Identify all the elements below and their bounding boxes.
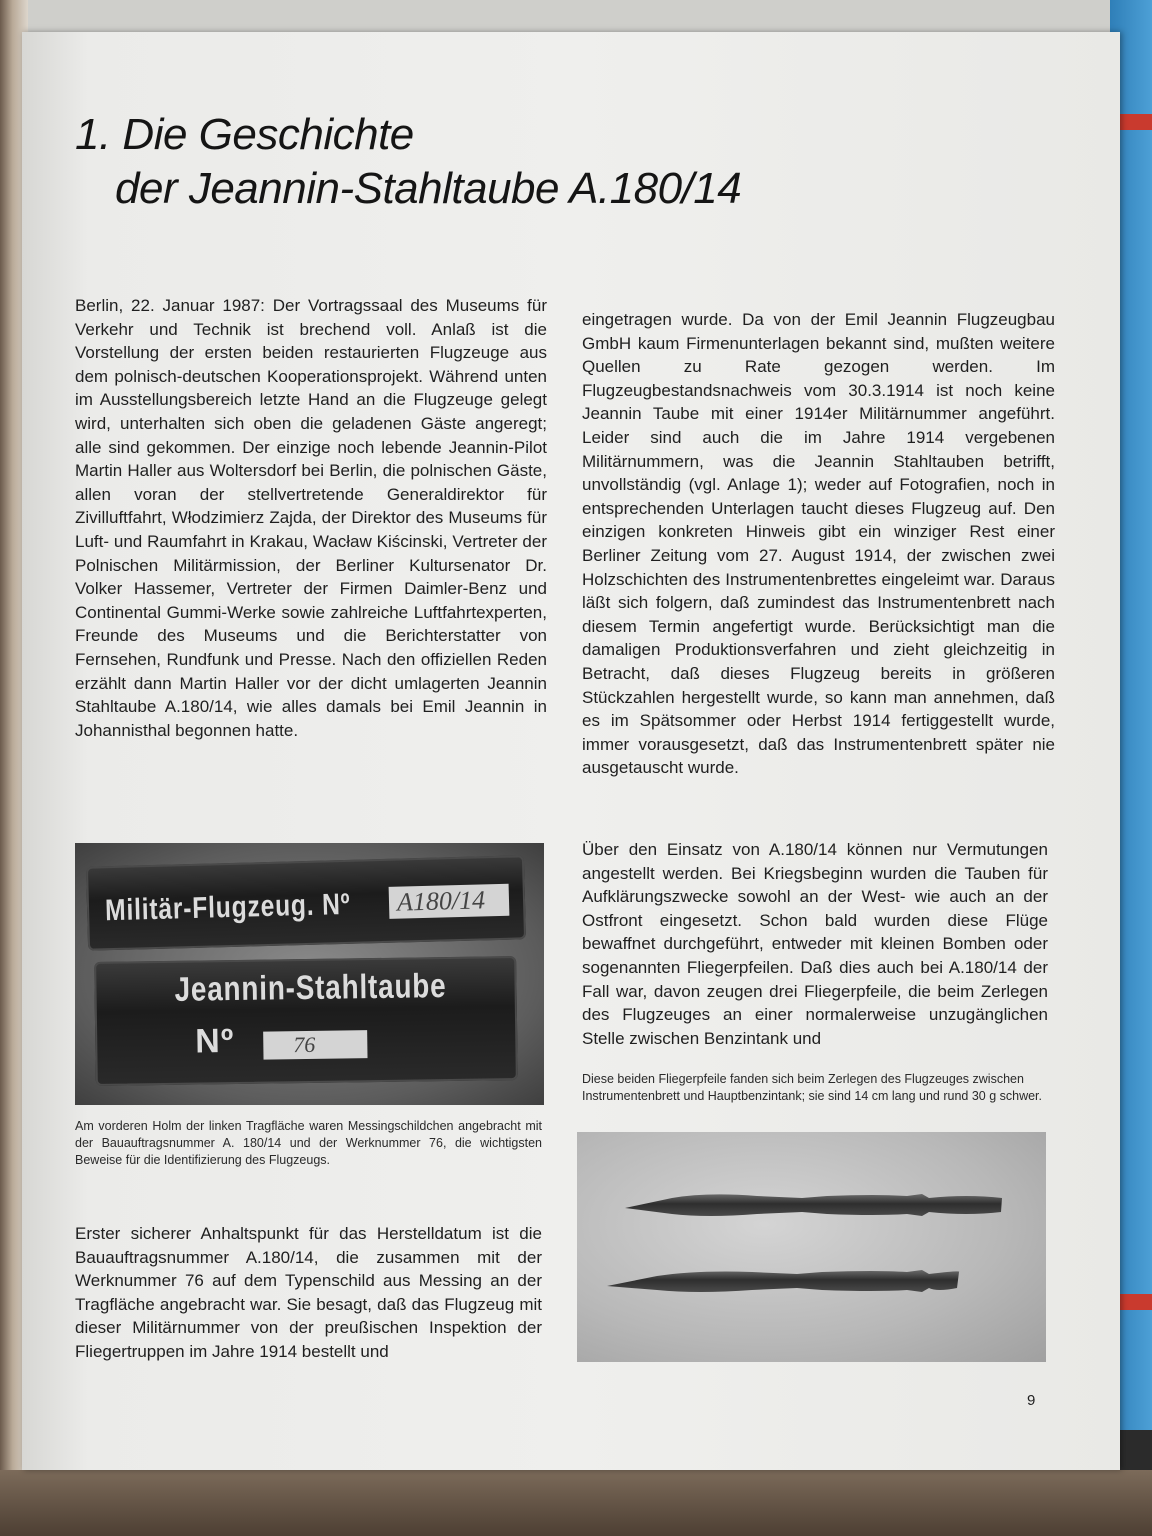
photo-caption: Am vorderen Holm der linken Tragfläche waren Messingschildchen angebracht mit der Bauauftragsnummer A. 180/14 und der Werknummer 76, die wichtigsten Beweise für die Identifizierung des Flugzeugs. — [75, 1119, 542, 1167]
chapter-title-line1: 1. Die Geschichte — [75, 110, 414, 159]
plate-number-sign: Nº — [195, 1022, 235, 1061]
right-column-text — [582, 308, 1055, 780]
paragraph: Erster sicherer Anhaltspunkt für das Herstelldatum ist die Bauauftragsnummer A.180/14, die zusammen mit der Werknummer 76 auf dem Typenschild aus Messing an der Tragfläche angebracht war. Sie besagt, daß das Flugzeug mit dieser Militärnummer von der preußischen Inspektion der Fliegertruppen im Jahre 1914 bestellt und — [75, 1224, 542, 1361]
military-plate — [86, 855, 526, 950]
paragraph: eingetragen wurde. Da von der Emil Jeannin Flugzeugbau GmbH kaum Firmenunterlagen bekannt sind, mußten weitere Quellen zu Rate gezogen werden. Im Flugzeugbestandsnachweis vom 30.3.1914 ist noch keine Jeannin Taube mit einer 1914er Militärnummer angeführt. Leider sind auch die im Jahre 1914 vergebenen Militärnummern, was die Jeannin Stahltauben betrifft, unvollständig (vgl. Anlage 1); weder auf Fotografien, noch in entsprechenden Unterlagen taucht dieses Flugzeug auf. Den einzigen konkreten Hinweis gibt ein winziger Rest einer Berliner Zeitung vom 27. August 1914, der zwischen zwei Holzschichten des Instrumentenbrettes eingeleimt war. Daraus läßt sich folgern, daß zumindest das Instrumentenbrett nach diesem Termin angefertigt wurde. Berücksichtigt man die damaligen Produktionsverfahren und zieht gleichzeitig in Betracht, daß dieses Flugzeug bereits in größeren Stückzahlen hergestellt wurde, so kann man annehmen, daß es im Spätsommer oder Herbst 1914 fertiggestellt wurde, immer vorausgesetzt, daß das Instrumentenbrett später nie ausgetauscht wurde. — [582, 310, 1055, 778]
paragraph: Berlin, 22. Januar 1987: Der Vortragssaal des Museums für Verkehr und Technik ist brechend voll. Anlaß ist die Vorstellung der ersten beiden restaurierten Flugzeuge aus dem polnisch-deutschen Kooperationsprojekt. Während unten im Ausstellungsbereich letzte Hand an die Flugzeuge gelegt wird, unterhalten sich oben die geladenen Gäste angeregt; alle sind gekommen. Der einzige noch lebende Jeannin-Pilot Martin Haller aus Woltersdorf bei Berlin, die polnischen Gäste, allen voran der stellvertretende Generaldirektor für Zivilluftfahrt, Włodzimierz Zajda, der Direktor des Museums für Luft- und Raumfahrt in Krakau, Wacław Kiścinski, Vertreter der Polnischen Militärmission, der Berliner Kultursenator Dr. Volker Hassemer, Vertreter der Firmen Daimler-Benz und Continental Gummi-Werke sowie zahlreiche Luftfahrtexperten, Freunde des Museums und die Berichterstatter von Fernsehen, Rundfunk und Presse. Nach den offiziellen Reden erzählt dann Martin Haller vor der dicht umlagerten Jeannin Stahltaube A.180/14, wie alles damals bei Emil Jeannin in Johannisthal begonnen hatte. — [75, 296, 547, 740]
plate-inscription: Jeannin-Stahltaube — [174, 967, 447, 1009]
chapter-title — [75, 108, 741, 216]
paragraph: Über den Einsatz von A.180/14 können nur Vermutungen angestellt werden. Bei Kriegsbeginn wurden die Tauben für Aufklärungszwecke sowohl an der West- wie auch an der Ostfront eingesetzt. Schon bald wurden diese Flüge bewaffnet durchgeführt, entweder mit kleinen Bomben oder sogenannten Fliegerpfeilen. Daß dies auch bei A.180/14 der Fall war, davon zeugen drei Fliegerpfeile, die beim Zerlegen des Flugzeuges an einer normalerweise unzugänglichen Stelle zwischen Benzintank und — [582, 840, 1048, 1048]
type-plate — [94, 956, 518, 1086]
chapter-title-line2: der Jeannin-Stahltaube A.180/14 — [115, 164, 742, 213]
flechette — [607, 1270, 959, 1292]
plate-inscription: Militär-Flugzeug. Nº — [104, 887, 351, 928]
flechettes-illustration — [577, 1132, 1046, 1362]
book-edge-bottom — [0, 1470, 1152, 1536]
brass-plates-photo — [75, 843, 544, 1105]
flechette — [625, 1194, 1002, 1216]
right-column-text-2 — [582, 838, 1048, 1050]
photo-caption: Diese beiden Fliegerpfeile fanden sich beim Zerlegen des Flugzeuges zwischen Instrumentenbrett und Hauptbenzintank; sie sind 14 cm lang und rund 30 g schwer. — [582, 1072, 1043, 1103]
left-column-text-2 — [75, 1222, 542, 1364]
left-column-text — [75, 294, 547, 742]
flechettes-photo — [577, 1132, 1046, 1362]
plate-number-label: A180/14 — [389, 884, 510, 919]
plate-number-label: 76 — [263, 1030, 367, 1059]
page-number: 9 — [1027, 1392, 1036, 1409]
